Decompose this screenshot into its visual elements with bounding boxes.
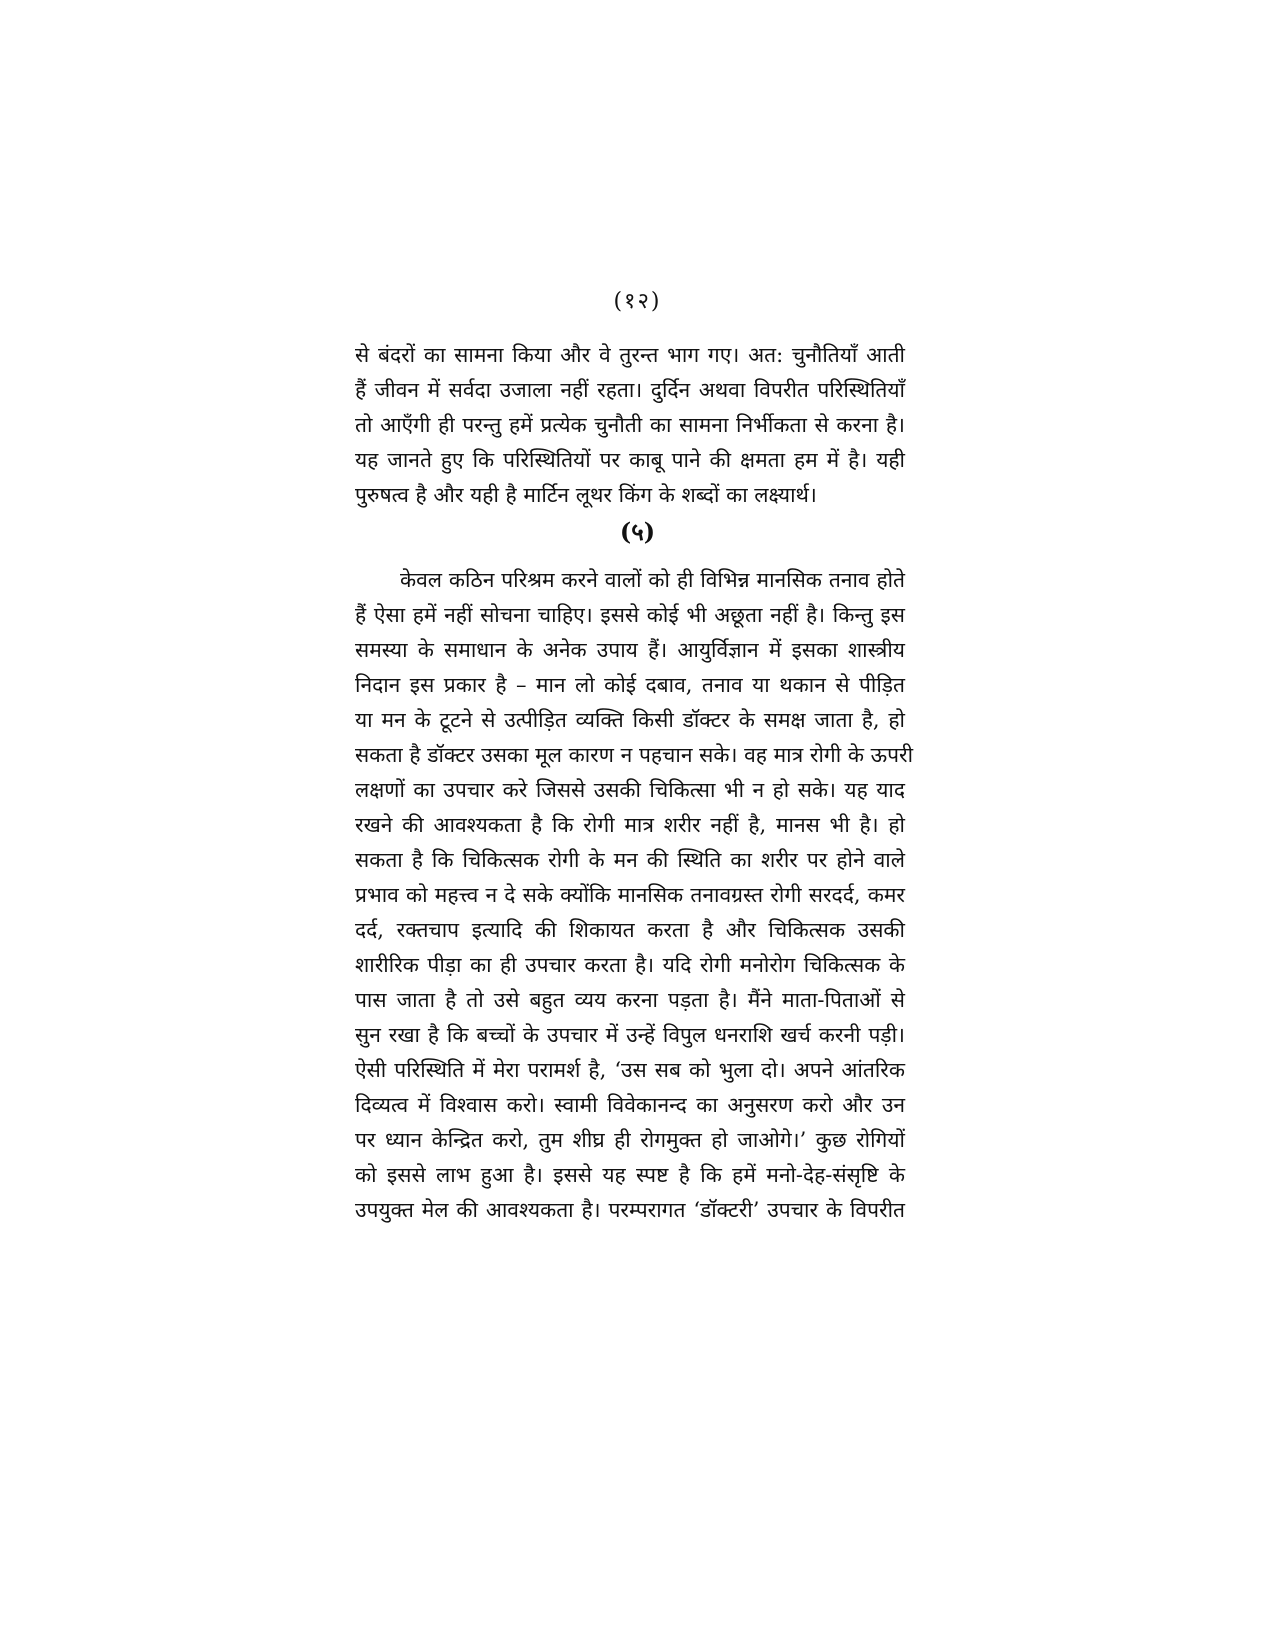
top-paragraph xyxy=(355,338,905,513)
text-line: से बंदरों का सामना किया और वे तुरन्त भाग गए। अत: चुनौतियाँ आती xyxy=(355,343,905,367)
text-line: पुरुषत्व है और यही है मार्टिन लूथर किंग के शब्दों का लक्ष्यार्थ। xyxy=(355,483,817,507)
text-line: तो आएँगी ही परन्तु हमें प्रत्येक चुनौती का सामना निर्भीकता से करना है। xyxy=(355,413,905,437)
text-line: यह जानते हुए कि परिस्थितियों पर काबू पाने की क्षमता हम में है। यही xyxy=(355,448,905,472)
text-line: सुन रखा है कि बच्चों के उपचार में उन्हें विपुल धनराशि खर्च करनी पड़ी। xyxy=(355,1023,905,1047)
text-line: ऐसी परिस्थिति में मेरा परामर्श है, ‘उस सब को भुला दो। अपने आंतरिक xyxy=(355,1058,905,1082)
text-line: निदान इस प्रकार है – मान लो कोई दबाव, तनाव या थकान से पीड़ित xyxy=(355,673,905,697)
text-line: उपयुक्त मेल की आवश्यकता है। परम्परागत ‘डॉक्टरी’ उपचार के विपरीत xyxy=(355,1198,905,1222)
text-line: शारीरिक पीड़ा का ही उपचार करता है। यदि रोगी मनोरोग चिकित्सक के xyxy=(355,953,905,977)
text-line: या मन के टूटने से उत्पीड़ित व्यक्ति किसी डॉक्टर के समक्ष जाता है, हो xyxy=(355,708,905,732)
main-paragraph xyxy=(355,563,914,1228)
text-line: दिव्यत्व में विश्वास करो। स्वामी विवेकानन्द का अनुसरण करो और उन xyxy=(355,1093,905,1117)
text-line: रखने की आवश्यकता है कि रोगी मात्र शरीर नहीं है, मानस भी है। हो xyxy=(355,813,905,837)
text-line: को इससे लाभ हुआ है। इससे यह स्पष्ट है कि हमें मनो-देह-संसृष्टि के xyxy=(355,1163,905,1187)
text-line: हैं जीवन में सर्वदा उजाला नहीं रहता। दुर्दिन अथवा विपरीत परिस्थितियाँ xyxy=(355,378,905,402)
text-line: सकता है डॉक्टर उसका मूल कारण न पहचान सके। वह मात्र रोगी के ऊपरी xyxy=(355,743,914,767)
text-line: प्रभाव को महत्त्व न दे सके क्योंकि मानसिक तनावग्रस्त रोगी सरदर्द, कमर xyxy=(355,883,905,907)
text-line: पास जाता है तो उसे बहुत व्यय करना पड़ता है। मैंने माता-पिताओं से xyxy=(355,988,905,1012)
text-line: पर ध्यान केन्द्रित करो, तुम शीघ्र ही रोगमुक्त हो जाओगे।’ कुछ रोगियों xyxy=(355,1128,905,1152)
text-line: लक्षणों का उपचार करे जिससे उसकी चिकित्सा भी न हो सके। यह याद xyxy=(355,778,905,802)
text-line: दर्द, रक्तचाप इत्यादि की शिकायत करता है और चिकित्सक उसकी xyxy=(355,918,905,942)
text-line: सकता है कि चिकित्सक रोगी के मन की स्थिति का शरीर पर होने वाले xyxy=(355,848,905,872)
section-heading: (५) xyxy=(619,517,656,546)
text-line: समस्या के समाधान के अनेक उपाय हैं। आयुर्विज्ञान में इसका शास्त्रीय xyxy=(355,638,905,662)
text-line: केवल कठिन परिश्रम करने वालों को ही विभिन्न मानसिक तनाव होते xyxy=(400,568,905,592)
text-line: हैं ऐसा हमें नहीं सोचना चाहिए। इससे कोई भी अछूता नहीं है। किन्तु इस xyxy=(355,603,905,627)
page-number: (१२) xyxy=(613,289,662,314)
